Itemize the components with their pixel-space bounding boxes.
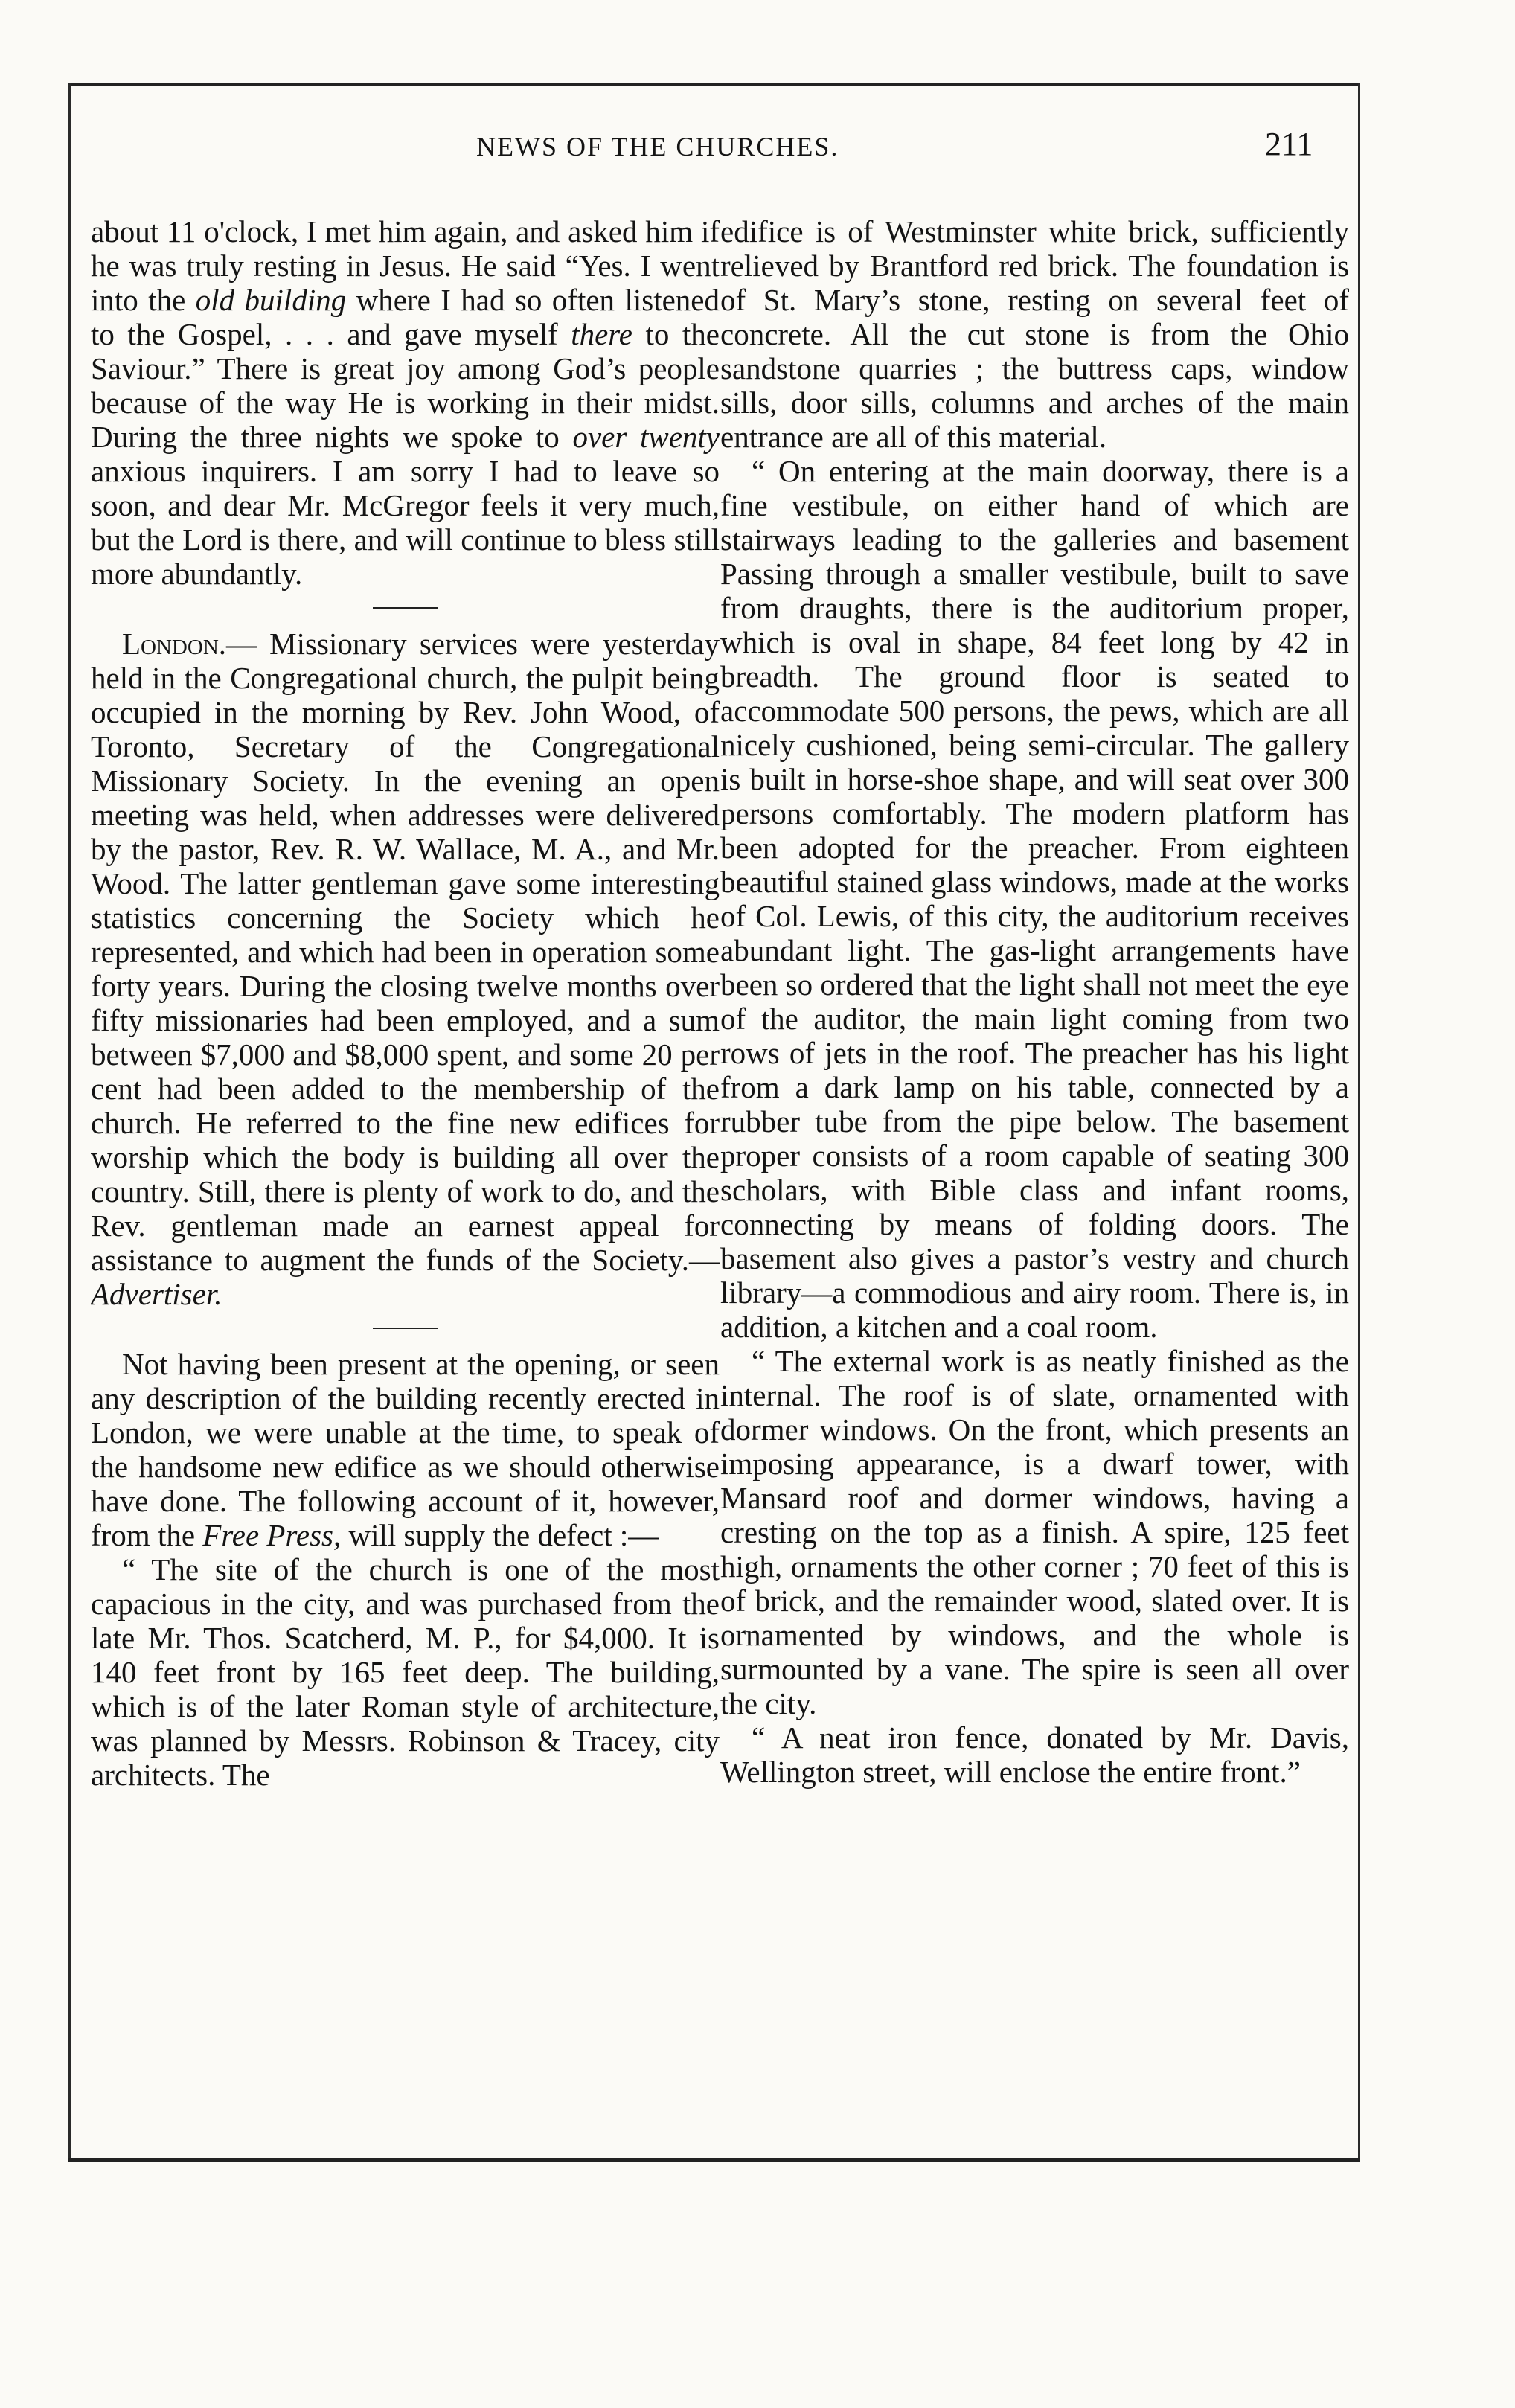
right-border-rule [1358, 83, 1360, 2159]
paragraph-materials: edifice is of Westminster white brick, sufficiently relieved by Brantford red brick. The foundation is of St. Mary’s stone, resting on several feet of concrete. All the cut stone is from the Ohio sandstone quarries ; the buttress caps, window sills, door sills, columns and arches of the main entrance are all of this material. [720, 214, 1349, 454]
paragraph-new-edifice-intro: Not having been present at the opening, or seen any description of the building recently erected in London, we were unable at the time, to speak of the handsome new edifice as we should otherwise have done. The following account of it, however, from the Free Press, will supply the defect :— [91, 1347, 720, 1552]
page-number: 211 [1265, 126, 1313, 162]
paragraph-church-site: “ The site of the church is one of the most capacious in the city, and was purchased from the late Mr. Thos. Scatcherd, M. P., for $4,000. It is 140 feet front by 165 feet deep. The building, which is of the later Roman style of architecture, was planned by Messrs. Robinson & Tracey, city architects. The [91, 1552, 720, 1792]
paragraph-revival-report: about 11 o'clock, I met him again, and asked him if he was truly resting in Jesus. He said “Yes. I went into the old building where I had so often listened to the Gospel, . . . and gave myself there to the Saviour.” There is great joy among God’s people because of the way He is working in their midst. During the three nights we spoke to over twenty anxious inquirers. I am sorry I had to leave so soon, and dear Mr. McGregor feels it very much, but the Lord is there, and will continue to bless still more abundantly. [91, 214, 720, 591]
left-column [91, 214, 720, 2142]
paragraph-interior: “ On entering at the main doorway, there is a fine vestibule, on either hand of which are stairways leading to the galleries and basement Passing through a smaller vestibule, built to save from draughts, there is the auditorium proper, which is oval in shape, 84 feet long by 42 in breadth. The ground floor is seated to accommodate 500 persons, the pews, which are all nicely cushioned, being semi-circular. The gallery is built in horse-shoe shape, and will seat over 300 persons comfortably. The modern platform has been adopted for the preacher. From eighteen beautiful stained glass windows, made at the works of Col. Lewis, of this city, the auditorium receives abundant light. The gas-light arrangements have been so ordered that the light shall not meet the eye of the auditor, the main light coming from two rows of jets in the roof. The preacher has his light from a dark lamp on his table, connected by a rubber tube from the pipe below. The basement proper consists of a room capable of seating 300 scholars, with Bible class and infant rooms, connecting by means of folding doors. The basement also gives a pastor’s vestry and church library—a commodious and airy room. There is, in addition, a kitchen and a coal room. [720, 454, 1349, 1344]
left-border-rule [68, 83, 71, 2159]
section-divider [373, 607, 438, 609]
emphasis-there: there [571, 317, 632, 351]
emphasis-old-building: old building [195, 283, 347, 317]
right-column [720, 214, 1349, 2142]
emphasis-over-twenty: over twenty [572, 420, 720, 454]
dateline-london: London. [122, 627, 227, 661]
bottom-border-rule [68, 2158, 1360, 2162]
running-header: NEWS OF THE CHURCHES. [476, 132, 839, 161]
paragraph-iron-fence: “ A neat iron fence, donated by Mr. Davis, Wellington street, will enclose the entire front.” [720, 1720, 1349, 1789]
paragraph-london-missionary: London.— Missionary services were yesterday held in the Congregational church, the pulpit being occupied in the morning by Rev. John Wood, of Toronto, Secretary of the Congregational Missionary Society. In the evening an open meeting was held, when addresses were delivered by the pastor, Rev. R. W. Wallace, M. A., and Mr. Wood. The latter gentleman gave some interesting statistics concerning the Society which he represented, and which had been in operation some forty years. During the closing twelve months over fifty missionaries had been employed, and a sum between $7,000 and $8,000 spent, and some 20 per cent had been added to the membership of the church. He referred to the fine new edifices for worship which the body is building all over the country. Still, there is plenty of work to do, and the Rev. gentleman made an earnest appeal for assistance to augment the funds of the Society.—Advertiser. [91, 627, 720, 1311]
paragraph-exterior: “ The external work is as neatly finished as the internal. The roof is of slate, ornamented with dormer windows. On the front, which presents an imposing appearance, is a dwarf tower, with Mansard roof and dormer windows, having a cresting on the top as a finish. A spire, 125 feet high, ornaments the other corner ; 70 feet of this is of brick, and the remainder wood, slated over. It is ornamented by windows, and the whole is surmounted by a vane. The spire is seen all over the city. [720, 1344, 1349, 1720]
section-divider [373, 1328, 438, 1329]
source-free-press: Free Press, [202, 1518, 342, 1552]
source-advertiser: Advertiser. [91, 1277, 222, 1311]
top-border-rule [68, 83, 1360, 86]
